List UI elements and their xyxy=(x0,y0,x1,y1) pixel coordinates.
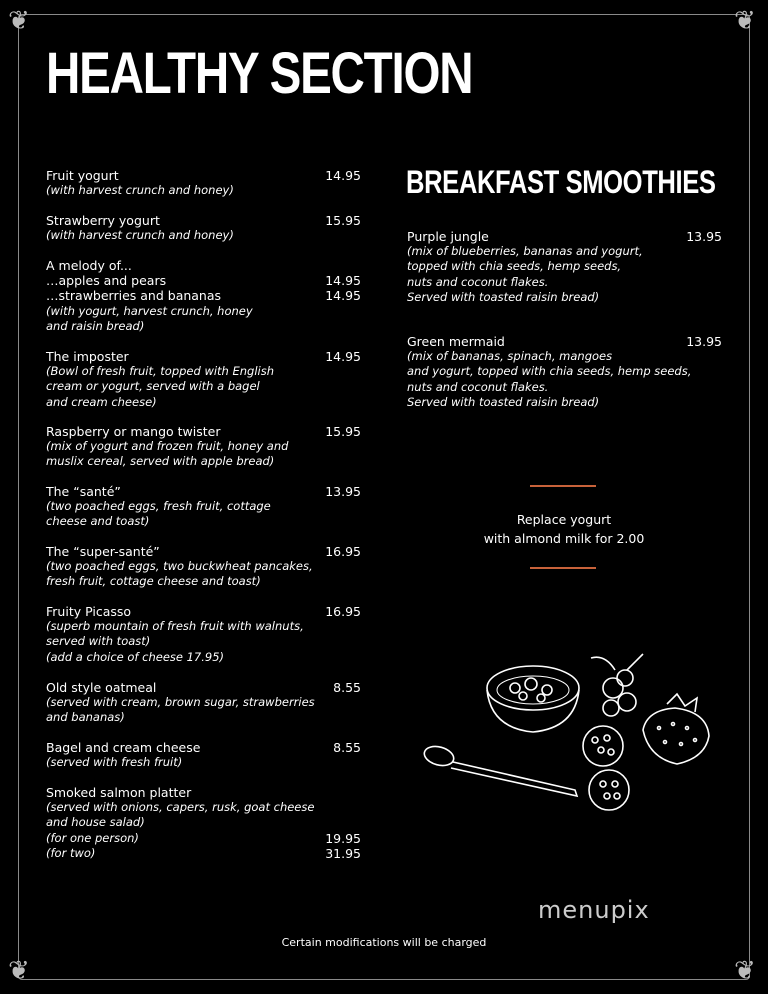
item-name: Old style oatmeal xyxy=(46,680,157,695)
item-description: (Bowl of fresh fruit, topped with English xyxy=(46,364,275,379)
corner-flourish-icon: ❦ xyxy=(734,956,756,986)
item-option: (for two) xyxy=(46,845,96,860)
item-description: (mix of blueberries, bananas and yogurt, xyxy=(407,244,643,259)
item-description: Served with toasted raisin bread) xyxy=(407,289,600,304)
item-description: nuts and coconut flakes. xyxy=(407,379,549,394)
item-name: Bagel and cream cheese xyxy=(46,740,201,755)
divider xyxy=(530,567,596,569)
item-name: Purple jungle xyxy=(407,229,489,244)
item-price: 13.95 xyxy=(686,334,722,349)
item-option: (for one person) xyxy=(46,830,139,845)
item-description: cheese and toast) xyxy=(46,514,150,529)
item-description: muslix cereal, served with apple bread) xyxy=(46,454,275,469)
item-description: (served with fresh fruit) xyxy=(46,755,183,770)
page-title: HEALTHY SECTION xyxy=(46,41,473,106)
item-price: 14.95 xyxy=(325,168,361,183)
item-description: topped with chia seeds, hemp seeds, xyxy=(407,259,622,274)
item-description: (served with cream, brown sugar, strawberries xyxy=(46,695,315,710)
item-description: fresh fruit, cottage cheese and toast) xyxy=(46,574,261,589)
section-title-breakfast-smoothies: BREAKFAST SMOOTHIES xyxy=(406,164,716,200)
item-description: cream or yogurt, served with a bagel xyxy=(46,379,260,394)
menu-item xyxy=(46,349,361,410)
item-price: 13.95 xyxy=(325,484,361,499)
item-price: 15.95 xyxy=(325,213,361,228)
item-description: (served with onions, capers, rusk, goat cheese xyxy=(46,800,315,815)
menu-item xyxy=(46,544,361,590)
item-price: 8.55 xyxy=(333,680,361,695)
item-description: nuts and coconut flakes. xyxy=(407,274,549,289)
item-price: 14.95 xyxy=(325,349,361,364)
corner-flourish-icon: ❦ xyxy=(734,6,756,36)
menu-item xyxy=(46,424,361,470)
item-price: 16.95 xyxy=(325,604,361,619)
menu-item xyxy=(46,213,361,243)
item-description: (two poached eggs, fresh fruit, cottage xyxy=(46,499,271,514)
item-variant: …strawberries and bananas xyxy=(46,288,222,304)
item-name: A melody of... xyxy=(46,258,132,273)
item-description: (with yogurt, harvest crunch, honey xyxy=(46,303,253,318)
item-name: Strawberry yogurt xyxy=(46,213,160,228)
watermark: menupix xyxy=(538,896,650,924)
item-description: (two poached eggs, two buckwheat pancakes, xyxy=(46,559,313,574)
divider xyxy=(530,485,596,487)
item-description: and house salad) xyxy=(46,815,145,830)
item-price: 8.55 xyxy=(333,740,361,755)
item-name: The “super-santé” xyxy=(46,544,160,559)
item-description: (mix of bananas, spinach, mangoes xyxy=(407,349,613,364)
corner-flourish-icon: ❦ xyxy=(8,6,30,36)
item-description: Served with toasted raisin bread) xyxy=(407,394,600,409)
menu-item xyxy=(407,229,722,305)
menu-item xyxy=(407,334,722,410)
footer-note: Certain modifications will be charged xyxy=(281,936,487,949)
menu-item xyxy=(46,258,361,334)
item-price: 14.95 xyxy=(325,273,361,289)
item-description: (with harvest crunch and honey) xyxy=(46,228,234,243)
item-name: Smoked salmon platter xyxy=(46,785,192,800)
item-description: (add a choice of cheese 17.95) xyxy=(46,649,225,664)
item-name: Raspberry or mango twister xyxy=(46,424,221,439)
item-name: Green mermaid xyxy=(407,334,505,349)
item-name: Fruit yogurt xyxy=(46,168,119,183)
corner-flourish-icon: ❦ xyxy=(8,956,30,986)
bowl-spoon-berries-illustration xyxy=(415,640,725,830)
item-description: and cream cheese) xyxy=(46,394,157,409)
item-name: The imposter xyxy=(46,349,129,364)
item-description: (mix of yogurt and frozen fruit, honey and xyxy=(46,439,289,454)
item-description: (with harvest crunch and honey) xyxy=(46,183,234,198)
item-name: The “santé” xyxy=(46,484,121,499)
item-description: and bananas) xyxy=(46,710,125,725)
menu-item xyxy=(46,604,361,665)
menu-item xyxy=(46,785,361,861)
menu-item xyxy=(46,168,361,198)
item-price: 14.95 xyxy=(325,288,361,304)
menu-item xyxy=(46,484,361,530)
item-price: 15.95 xyxy=(325,424,361,439)
item-description: and yogurt, topped with chia seeds, hemp seeds, xyxy=(407,364,692,379)
menu-item xyxy=(46,740,361,770)
item-price: 31.95 xyxy=(325,845,361,861)
menu-item xyxy=(46,680,361,726)
item-description: served with toast) xyxy=(46,634,151,649)
item-name: Fruity Picasso xyxy=(46,604,132,619)
item-description: (superb mountain of fresh fruit with walnuts, xyxy=(46,619,304,634)
item-price: 19.95 xyxy=(325,830,361,846)
item-description: and raisin bread) xyxy=(46,318,145,333)
item-variant: …apples and pears xyxy=(46,273,167,289)
item-price: 16.95 xyxy=(325,544,361,559)
item-price: 13.95 xyxy=(686,229,722,244)
replace-yogurt-note: Replace yogurt with almond milk for 2.00 xyxy=(483,512,645,546)
